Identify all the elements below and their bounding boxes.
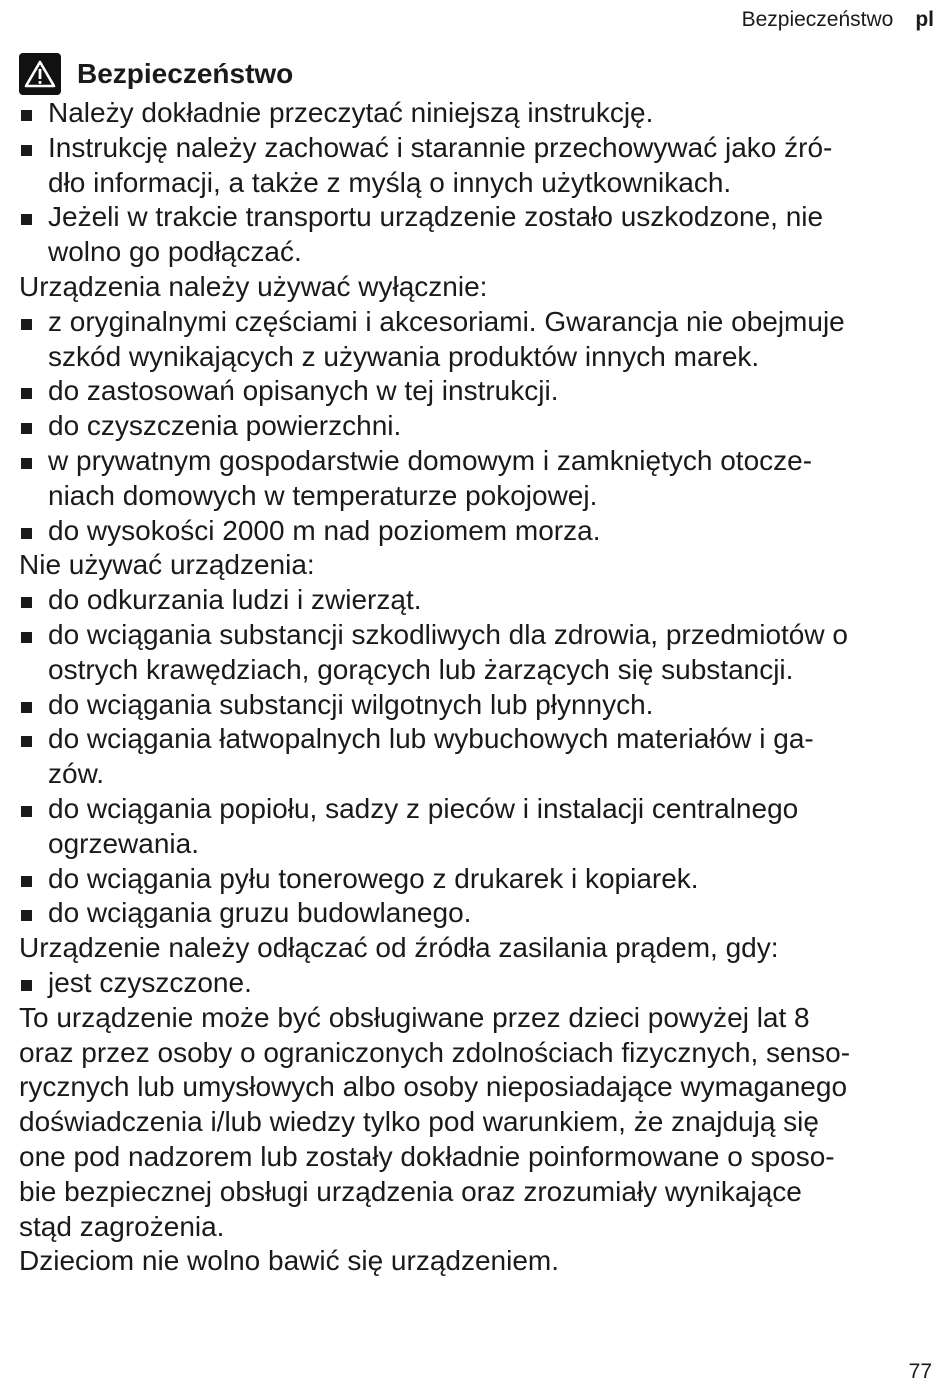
square-bullet-icon bbox=[21, 423, 32, 434]
square-bullet-icon bbox=[21, 110, 32, 121]
text-line: do wciągania łatwopalnych lub wybuchowych materiałów i ga- bbox=[48, 723, 814, 755]
text-line: z oryginalnymi częściami i akcesoriami. Gwarancja nie obejmuje bbox=[48, 305, 845, 337]
section-name: Bezpieczeństwo bbox=[741, 8, 894, 31]
paragraph bbox=[19, 270, 937, 305]
square-bullet-icon bbox=[21, 319, 32, 330]
text-line: do wciągania substancji wilgotnych lub płynnych. bbox=[48, 688, 654, 720]
paragraph bbox=[19, 931, 937, 966]
list-item bbox=[19, 444, 937, 514]
list-item bbox=[19, 96, 937, 131]
list-item bbox=[19, 792, 937, 862]
running-header bbox=[742, 8, 934, 32]
text-line: dło informacji, a także z myślą o innych użytkownikach. bbox=[48, 166, 732, 198]
list-item bbox=[19, 409, 937, 444]
text-line: niach domowych w temperaturze pokojowej. bbox=[48, 479, 598, 511]
list-item bbox=[19, 305, 937, 375]
text-line: jest czyszczone. bbox=[48, 966, 252, 998]
text-line: To urządzenie może być obsługiwane przez dzieci powyżej lat 8 bbox=[19, 1001, 810, 1033]
text-line: Dzieciom nie wolno bawić się urządzeniem. bbox=[19, 1245, 560, 1277]
text-line: do wysokości 2000 m nad poziomem morza. bbox=[48, 514, 601, 546]
page-title: Bezpieczeństwo bbox=[77, 58, 294, 89]
square-bullet-icon bbox=[21, 702, 32, 713]
language-code: pl bbox=[915, 8, 934, 31]
list-item bbox=[19, 862, 937, 897]
square-bullet-icon bbox=[21, 876, 32, 887]
square-bullet-icon bbox=[21, 980, 32, 991]
list-item bbox=[19, 896, 937, 931]
paragraph bbox=[19, 548, 937, 583]
paragraph bbox=[19, 1001, 937, 1245]
list-item bbox=[19, 131, 937, 201]
safety-text-body bbox=[19, 96, 937, 1279]
warning-triangle-icon bbox=[19, 53, 61, 95]
square-bullet-icon bbox=[21, 214, 32, 225]
list-item bbox=[19, 618, 937, 688]
list-item bbox=[19, 514, 937, 549]
square-bullet-icon bbox=[21, 458, 32, 469]
text-line: do wciągania gruzu budowlanego. bbox=[48, 897, 472, 929]
text-line: doświadczenia i/lub wiedzy tylko pod warunkiem, że znajdują się bbox=[19, 1106, 819, 1138]
text-line: do wciągania popiołu, sadzy z pieców i instalacji centralnego bbox=[48, 792, 799, 824]
text-line: do zastosowań opisanych w tej instrukcji. bbox=[48, 375, 559, 407]
square-bullet-icon bbox=[21, 597, 32, 608]
text-line: oraz przez osoby o ograniczonych zdolnościach fizycznych, senso- bbox=[19, 1036, 851, 1068]
text-line: do wciągania substancji szkodliwych dla zdrowia, przedmiotów o bbox=[48, 618, 848, 650]
text-line: Instrukcję należy zachować i starannie przechowywać jako źró- bbox=[48, 131, 833, 163]
safety-section bbox=[19, 52, 937, 1279]
text-line: zów. bbox=[48, 758, 105, 790]
text-line: do odkurzania ludzi i zwierząt. bbox=[48, 584, 422, 616]
list-item bbox=[19, 374, 937, 409]
list-item bbox=[19, 200, 937, 270]
text-line: ostrych krawędziach, gorących lub żarzących się substancji. bbox=[48, 653, 794, 685]
text-line: bie bezpiecznej obsługi urządzenia oraz zrozumiały wynikające bbox=[19, 1175, 802, 1207]
text-line: Urządzenie należy odłączać od źródła zasilania prądem, gdy: bbox=[19, 932, 779, 964]
list-item bbox=[19, 966, 937, 1001]
square-bullet-icon bbox=[21, 736, 32, 747]
text-line: wolno go podłączać. bbox=[48, 236, 302, 268]
text-line: do wciągania pyłu tonerowego z drukarek i kopiarek. bbox=[48, 862, 699, 894]
section-heading bbox=[19, 52, 937, 96]
text-line: Jeżeli w trakcie transportu urządzenie zostało uszkodzone, nie bbox=[48, 201, 824, 233]
page-number: 77 bbox=[908, 1360, 932, 1383]
text-line: stąd zagrożenia. bbox=[19, 1210, 225, 1242]
square-bullet-icon bbox=[21, 528, 32, 539]
text-line: rycznych lub umysłowych albo osoby nieposiadające wymaganego bbox=[19, 1071, 848, 1103]
text-line: Urządzenia należy używać wyłącznie: bbox=[19, 270, 488, 302]
square-bullet-icon bbox=[21, 910, 32, 921]
text-line: ogrzewania. bbox=[48, 827, 199, 859]
text-line: one pod nadzorem lub zostały dokładnie poinformowane o sposo- bbox=[19, 1140, 835, 1172]
text-line: Należy dokładnie przeczytać niniejszą instrukcję. bbox=[48, 97, 654, 128]
paragraph bbox=[19, 1244, 937, 1279]
text-line: Nie używać urządzenia: bbox=[19, 549, 315, 581]
square-bullet-icon bbox=[21, 388, 32, 399]
list-item bbox=[19, 583, 937, 618]
text-line: w prywatnym gospodarstwie domowym i zamkniętych otocze- bbox=[48, 444, 813, 476]
list-item bbox=[19, 688, 937, 723]
list-item bbox=[19, 722, 937, 792]
square-bullet-icon bbox=[21, 806, 32, 817]
square-bullet-icon bbox=[21, 145, 32, 156]
text-line: szkód wynikających z używania produktów innych marek. bbox=[48, 340, 760, 372]
square-bullet-icon bbox=[21, 632, 32, 643]
text-line: do czyszczenia powierzchni. bbox=[48, 410, 402, 442]
